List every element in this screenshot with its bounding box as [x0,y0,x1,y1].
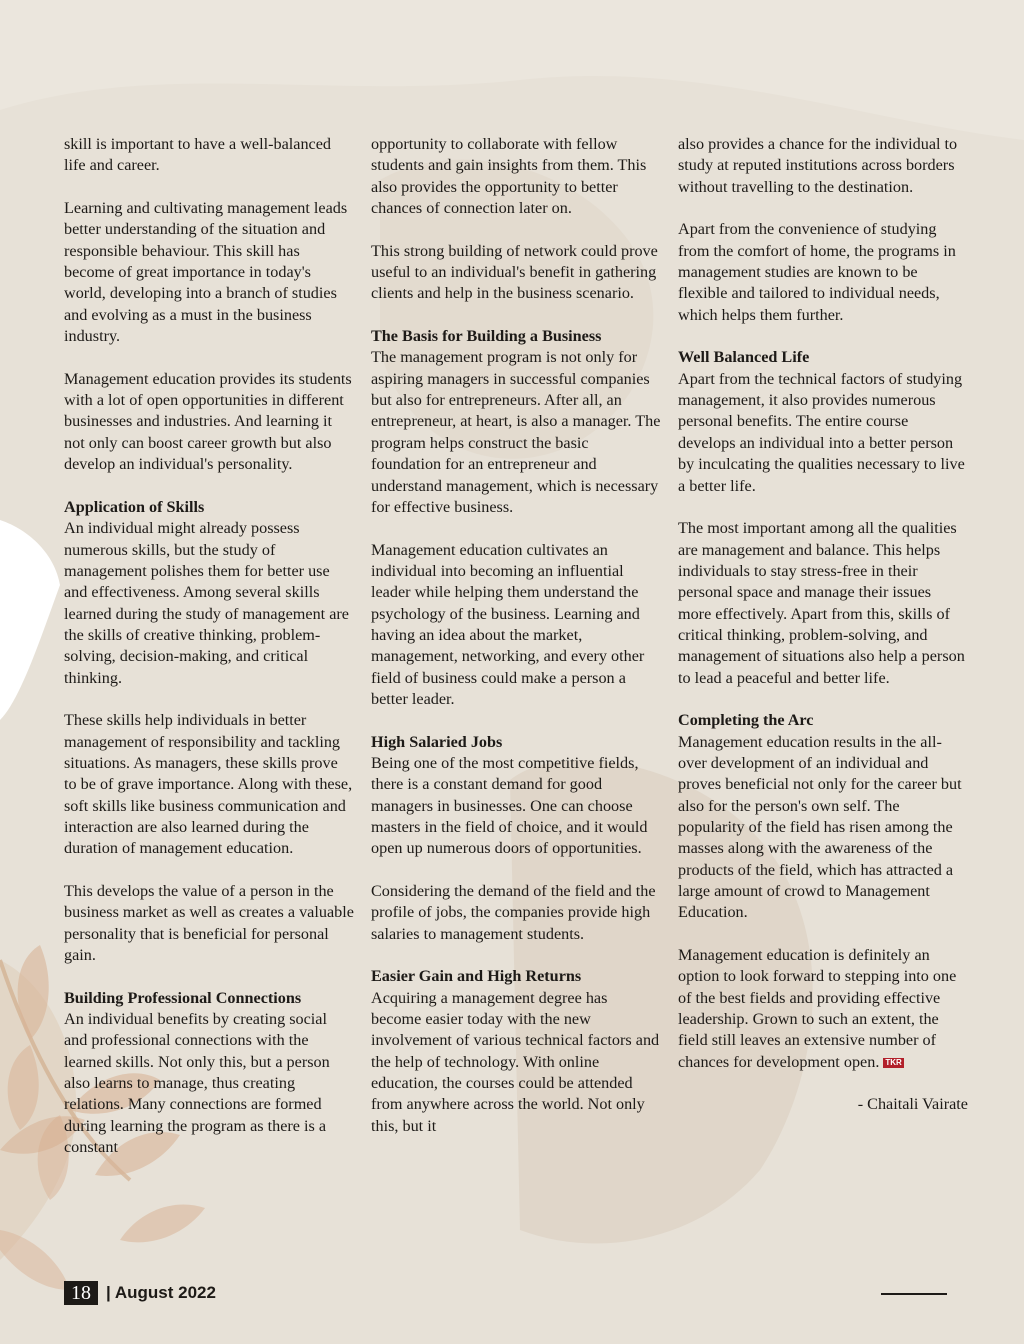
author-byline: - Chaitali Vairate [857,1095,968,1114]
page-number: 18 [64,1281,98,1305]
paragraph: Being one of the most competitive fields, there is a constant demand for good managers in businesses. One can choose masters in the field of choice, and it would open up numerous doors of opportunities. [371,753,648,858]
issue-date: | August 2022 [106,1283,216,1302]
page-footer [64,1281,216,1305]
paragraph: Learning and cultivating management leads better understanding of the situation and responsible behaviour. This skill has become of great importance in today's world, developing into a branch of studies and evolving as a must in the business industry. [64,199,348,346]
paragraph: opportunity to collaborate with fellow students and gain insights from them. This also provides the opportunity to better chances of connection later on. [371,135,647,218]
article-column-2 [371,134,661,1159]
article-column-3 [678,134,968,1137]
paragraph: Considering the demand of the field and the profile of jobs, the companies provide high salaries to management students. [371,882,656,943]
final-paragraph [678,945,968,1073]
paragraph-text: Management education is definitely an option to look forward to stepping into one of the best fields and providing effective leadership. Grown to such an extent, the field still leaves an extensive number of chances for development open. [678,946,957,1071]
section-heading: Easier Gain and High Returns [371,967,582,986]
paragraph: Acquiring a management degree has become easier today with the new involvement of various technical factors and the help of technology. With online education, the courses could be attended from anywhere across the world. Not only this, but it [371,988,660,1135]
paragraph: This strong building of network could prove useful to an individual's benefit in gathering clients and help in the business scenario. [371,241,658,303]
section-heading: Well Balanced Life [678,348,810,367]
paragraph: An individual might already possess numerous skills, but the study of management polishes them for better use and effectiveness. Among several skills learned during the study of management are the skills of creative thinking, problem-solving, decision-making, and critical thinking. [64,519,349,687]
paragraph: Apart from the convenience of studying from the comfort of home, the programs in management studies are known to be flexible and tailored to individual needs, which helps them further. [678,220,956,324]
paragraph: An individual benefits by creating social and professional connections with the learned skills. Not only this, but a person also learns to manage, thus creating relations. Many connections are formed during learning the program as there is a constant [64,1010,330,1157]
paragraph: These skills help individuals in better management of responsibility and tackling situations. As managers, these skills prove to be of grave importance. Along with these, soft skills like business communication and interaction are also learned during the duration of management education. [64,711,353,858]
section-heading: High Salaried Jobs [371,732,503,751]
paragraph: Apart from the technical factors of studying management, it also provides numerous personal benefits. The entire course develops an individual into a better person by inculcating the qualities necessary to live a better life. [678,369,965,495]
section-heading: Application of Skills [64,497,205,516]
section-heading: The Basis for Building a Business [371,327,602,346]
paragraph: Management education provides its students with a lot of open opportunities in different businesses and industries. And learning it not only can boost career growth but also develop an individual's personality. [64,369,352,474]
paragraph: skill is important to have a well-balanced life and career. [64,135,332,175]
paragraph: This develops the value of a person in the business market as well as creates a valuable personality that is beneficial for personal gain. [64,882,354,965]
footer-divider [881,1293,947,1295]
end-mark-logo: TKR [885,1057,902,1067]
paragraph: Management education cultivates an individual into becoming an influential leader while helping them understand the psychology of the business. Learning and having an idea about the market, management, networking, and every other field of business could make a person a better leader. [371,540,645,708]
article-column-1 [64,134,354,1180]
section-heading: Building Professional Connections [64,988,302,1007]
paragraph: The management program is not only for aspiring managers in successful companies but also for entrepreneurs. After all, an entrepreneur, at heart, is also a manager. The program helps construct the basic foundation for an entrepreneur and understand management, which is necessary for effective business. [371,348,661,516]
section-heading: Completing the Arc [678,711,814,730]
paragraph: also provides a chance for the individual to study at reputed institutions across borders without travelling to the destination. [678,135,958,196]
paragraph: Management education results in the all-over development of an individual and proves beneficial not only for the career but also for the person's own self. The popularity of the field has risen among the masses along with the awareness of the products of the field, which has attracted a large amount of crowd to Management Education. [678,732,962,922]
paragraph: The most important among all the qualities are management and balance. This helps individuals to stay stress-free in their personal space and manage their issues more effectively. Apart from this, skills of critical thinking, problem-solving, and management of situations also help a person to lead a peaceful and better life. [678,519,965,687]
